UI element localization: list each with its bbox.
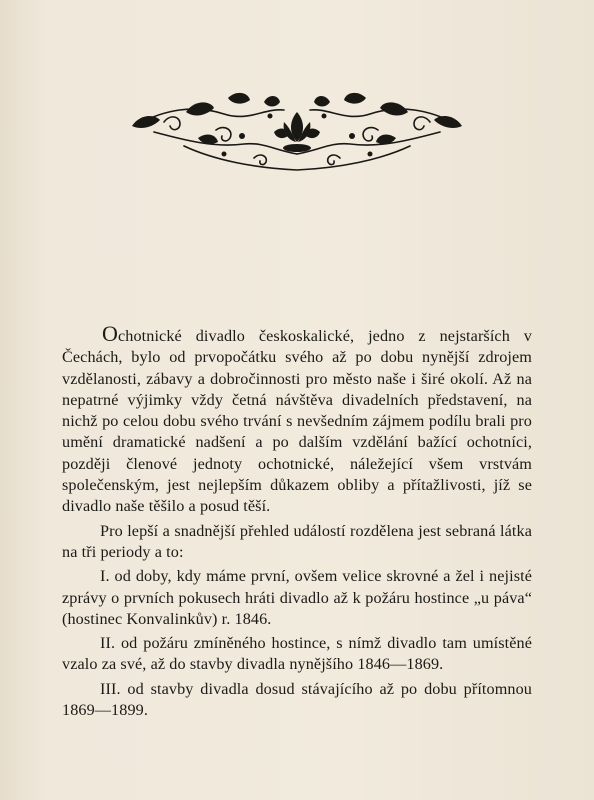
- body-text: [62, 323, 532, 721]
- period-2: II. od požáru zmíněného hostince, s nímž divadlo tam umístěné vzalo za své, až do stavby divadla nynějšího 1846—1869.: [62, 634, 532, 674]
- drop-cap: O: [102, 321, 118, 346]
- overview-paragraph: Pro lepší a snadnější přehled událostí rozdělena jest sebraná látka na tři periody a to:: [62, 521, 532, 561]
- intro-paragraph: [62, 323, 532, 518]
- period-1: I. od doby, kdy máme první, ovšem velice skrovné a žel i nejisté zprávy o prvních pokusech hráti divadlo až k požáru hostince „u páva“ (hostinec Konvalinkův) r. 1846.: [62, 567, 532, 628]
- floral-ornament-icon: [124, 88, 470, 180]
- period-3: III. od stavby divadla dosud stávajícího až po dobu přítomnou 1869—1899.: [62, 679, 532, 720]
- intro-text: chotnické divadlo českoskalické, jedno z nejstarších v Čechách, bylo od prvopočátku svého až po dobu nynější zdrojem vzdělanosti, zábavy a dobročinnosti pro město naše i širé okolí. Až na nepatrné výjimky vždy četná návštěva divadelních představení, na nichž po celou dobu svého trvání s nevšedním zájmem podílu brali pro umění dramatické nadšení a po dalším vzdělání bažící ochotníci, později členové jednoty ochotnické, náležející všem vrstvám společenským, jest nejlepším důkazem obliby a přítažlivosti, jíž se divadlo naše těšilo a posud těší.: [62, 327, 532, 516]
